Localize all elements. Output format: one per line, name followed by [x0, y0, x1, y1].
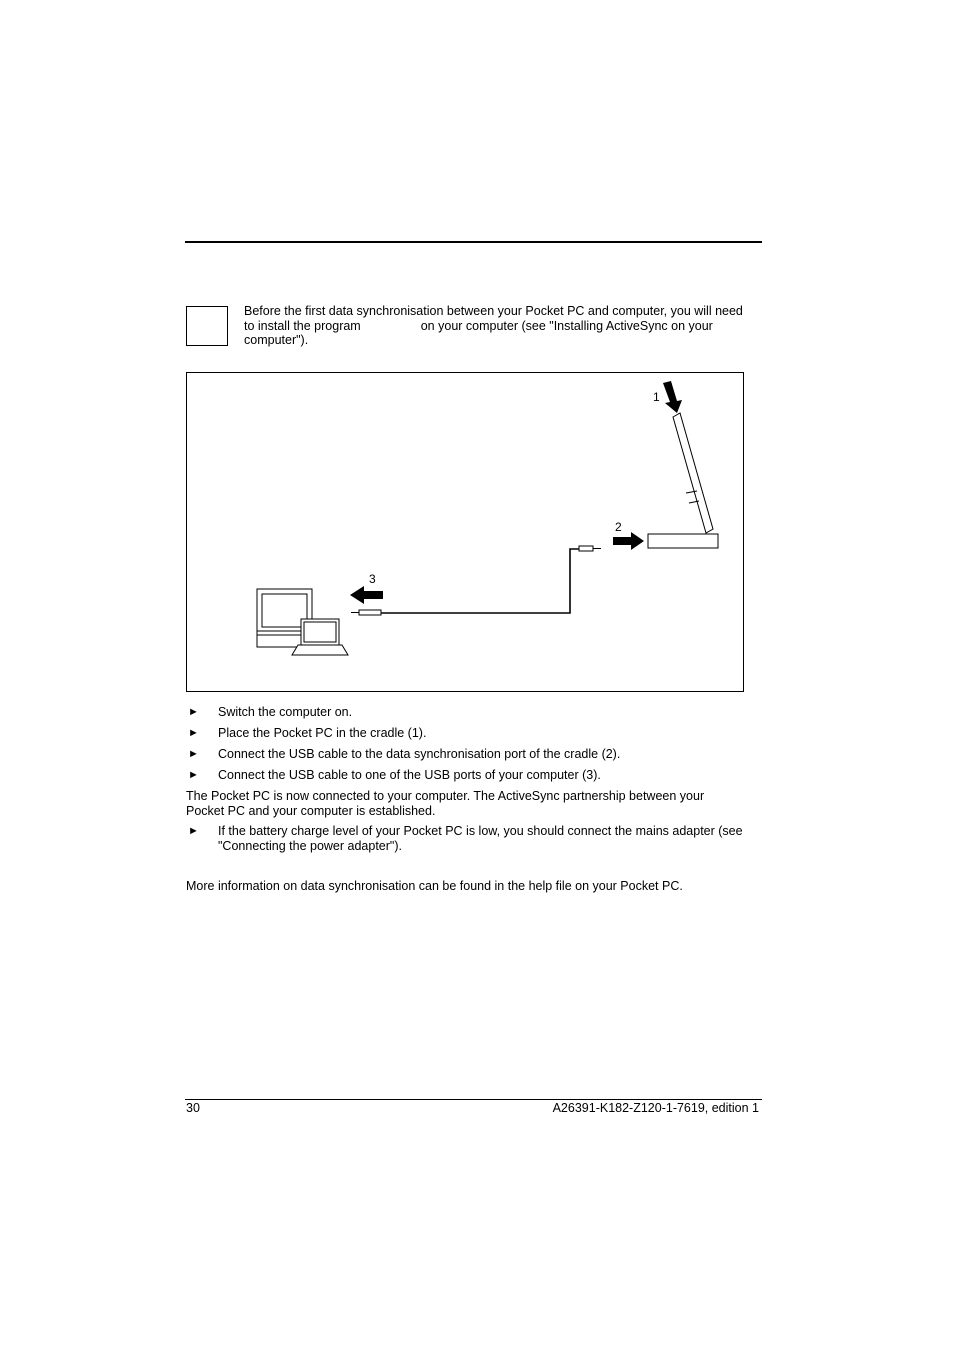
- note-text: [244, 304, 764, 348]
- footer-rule: [185, 1099, 762, 1100]
- page-number: 30: [186, 1101, 200, 1115]
- bullet-icon: ►: [188, 748, 199, 760]
- cradle: [648, 534, 718, 548]
- label-3: 3: [369, 572, 376, 586]
- more-info-paragraph: More information on data synchronisation can be found in the help file on your Pocket PC.: [186, 879, 683, 893]
- connection-figure: [186, 372, 744, 692]
- bullet-icon: ►: [188, 769, 199, 781]
- pocket-pc-device: [673, 413, 713, 533]
- bullet-icon: ►: [188, 706, 199, 718]
- note-icon: [186, 306, 228, 346]
- note-line-3: computer").: [244, 333, 309, 348]
- label-2: 2: [615, 520, 622, 534]
- document-id: A26391-K182-Z120-1-7619, edition 1: [552, 1101, 759, 1115]
- connection-illustration: [187, 373, 743, 691]
- note-line-1: Before the first data synchronisation between your Pocket PC and computer, you will need: [244, 304, 743, 318]
- usb-cable: [351, 546, 601, 615]
- header-rule: [185, 241, 762, 243]
- bullet-icon: ►: [188, 825, 199, 837]
- arrow-1-icon: [663, 381, 682, 413]
- connection-paragraph: The Pocket PC is now connected to your computer. The ActiveSync partnership between your Pocket PC and your computer is established.: [186, 789, 705, 818]
- bullet-icon: ►: [188, 727, 199, 739]
- arrow-2-icon: [613, 532, 644, 550]
- label-1: 1: [653, 390, 660, 404]
- note-line-2: to install the program on your computer (see "Installing ActiveSync on your: [244, 318, 713, 333]
- arrow-3-icon: [350, 586, 383, 604]
